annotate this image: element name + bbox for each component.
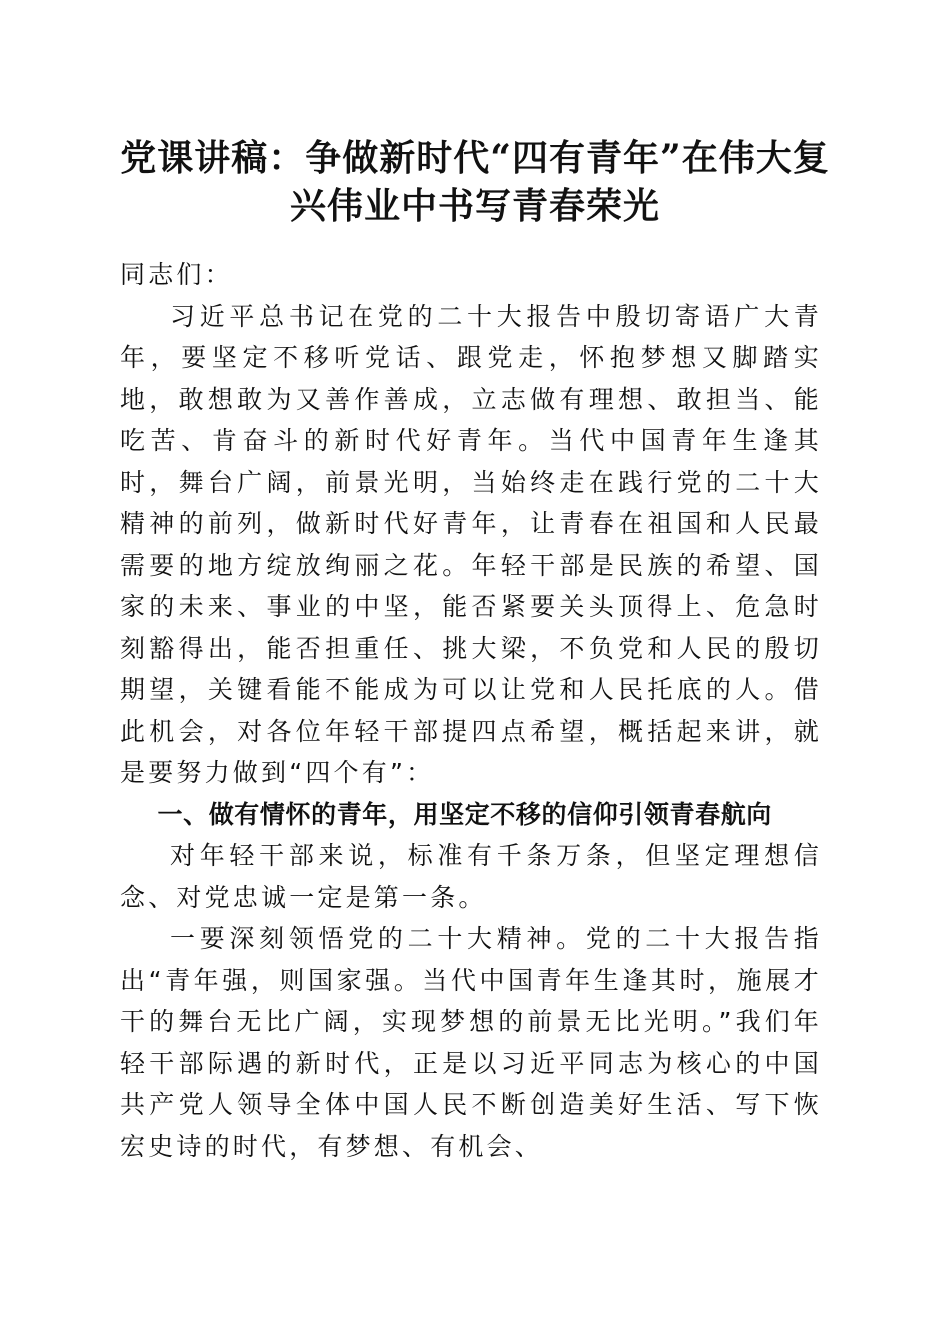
paragraph-intro: 习近平总书记在党的二十大报告中殷切寄语广大青年，要坚定不移听党话、跟党走，怀抱梦想又脚踏实地，敢想敢为又善作善成，立志做有理想、敢担当、能吃苦、肯奋斗的新时代好青年。当代中国青年生逢其时，舞台广阔，前景光明，当始终走在践行党的二十大精神的前列，做新时代好青年，让青春在祖国和人民最需要的地方绽放绚丽之花。年轻干部是民族的希望、国家的未来、事业的中坚，能否紧要关头顶得上、危急时刻豁得出，能否担重任、挑大梁，不负党和人民的殷切期望，关键看能不能成为可以让党和人民托底的人。借此机会，对各位年轻干部提四点希望，概括起来讲，就是要努力做到“四个有”： (120, 301, 822, 787)
section-heading-1: 一、做有情怀的青年，用坚定不移的信仰引领青春航向 (157, 799, 772, 829)
title-line-2: 兴伟业中书写青春荣光 (289, 185, 660, 227)
title-line-1: 党课讲稿：争做新时代“四有青年”在伟大复 (120, 137, 830, 179)
document-title (100, 134, 850, 230)
document-body (120, 254, 822, 1167)
paragraph-section1-lead: 对年轻干部来说，标准有千条万条，但坚定理想信念、对党忠诚一定是第一条。 (120, 841, 822, 912)
paragraph-section1-point1: 一要深刻领悟党的二十大精神。党的二十大报告指出“青年强，则国家强。当代中国青年生逢其时，施展才干的舞台无比广阔，实现梦想的前景无比光明。”我们年轻干部际遇的新时代，正是以习近平同志为核心的中国共产党人领导全体中国人民不断创造美好生活、写下恢宏史诗的时代，有梦想、有机会、 (120, 924, 822, 1161)
salutation: 同志们： (120, 260, 233, 289)
